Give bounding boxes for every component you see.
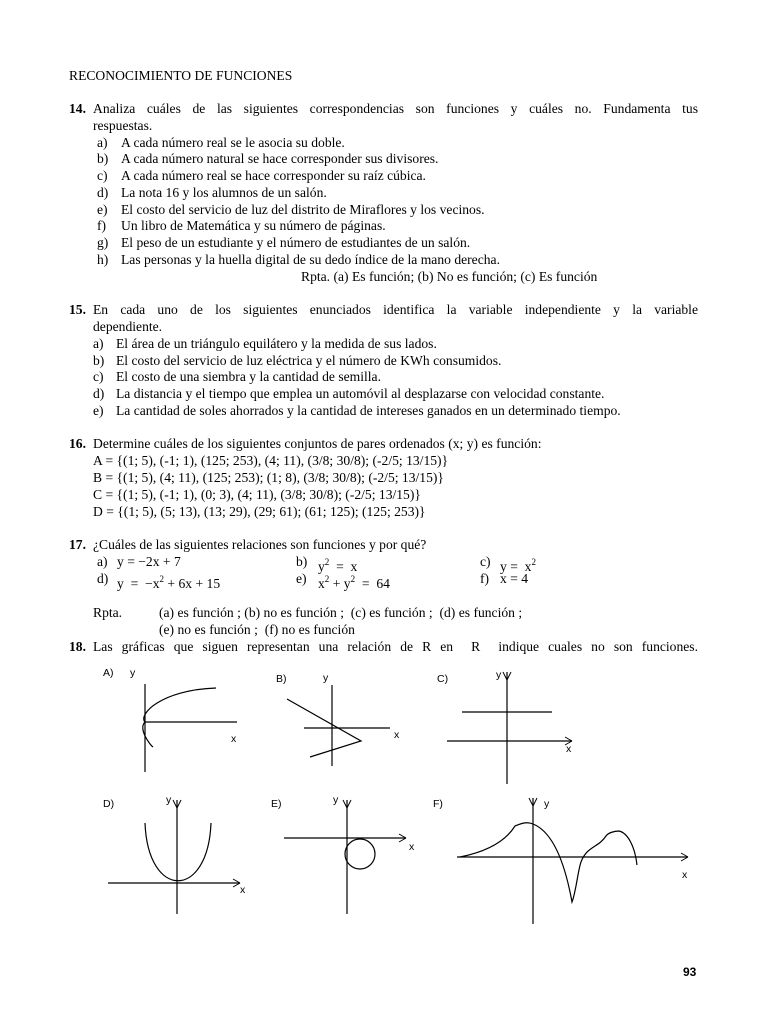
- q14-text-line1: Analiza cuáles de las siguientes correspondencias son funciones y cuáles no. Fundamenta tus: [93, 101, 698, 116]
- q14-item: Un libro de Matemática y su número de páginas.: [121, 218, 386, 233]
- q14-item-label: d): [97, 185, 109, 200]
- q17-item-a: y = −2x + 7: [117, 554, 181, 569]
- page-number: 93: [683, 965, 697, 979]
- q17-item-label: b): [296, 554, 308, 569]
- q17-rpta-line2: (e) no es función ; (f) no es función: [159, 622, 355, 637]
- q15-item: La cantidad de soles ahorrados y la cantidad de intereses ganados en un determinado tiempo.: [116, 403, 621, 418]
- q17-item-label: f): [480, 571, 490, 586]
- graph-d: [100, 790, 260, 920]
- q17-item-label: c): [480, 554, 491, 569]
- q15-text-line2: dependiente.: [93, 319, 163, 334]
- q17-item-label: e): [296, 571, 307, 586]
- q16-text: Determine cuáles de los siguientes conjuntos de pares ordenados (x; y) es función:: [93, 436, 542, 451]
- q17-item-e: $x^2 + y^2 = 64$: [318, 574, 390, 591]
- graph-label: D): [103, 798, 115, 810]
- q17-rpta-line1: (a) es función ; (b) no es función ; (c) es función ; (d) es función ;: [159, 605, 523, 620]
- q15-item-label: a): [93, 336, 104, 351]
- y-axis-label: y: [333, 794, 339, 806]
- arrow-icon: [507, 672, 511, 680]
- curve-circle: [345, 839, 375, 869]
- q17-item-b: $y^2 = x$: [318, 557, 358, 574]
- q17-item-c: $y = x^2$: [500, 557, 536, 574]
- q16-set-d: D = {(1; 5), (5; 13), (13; 29), (29; 61); (61; 125); (125; 253)}: [93, 504, 426, 519]
- arrow-icon: [177, 800, 181, 808]
- graph-label: F): [433, 798, 443, 810]
- q14-item: A cada número natural se hace corresponder sus divisores.: [121, 151, 439, 166]
- x-axis-label: x: [682, 869, 688, 881]
- q14-item-label: b): [97, 151, 109, 166]
- q17-text: ¿Cuáles de las siguientes relaciones son funciones y por qué?: [93, 537, 427, 552]
- q18-text: Las gráficas que siguen representan una relación de R en R indique cuales no son funciones.: [93, 639, 698, 654]
- graph-f: [430, 790, 695, 930]
- x-axis-label: x: [240, 884, 246, 896]
- curve-parabola: [145, 823, 211, 881]
- y-axis-label: y: [166, 794, 172, 806]
- arrow-icon: [347, 800, 351, 808]
- q16-set-b: B = {(1; 5), (4; 11), (125; 253); (1; 8), (3/8; 30/8); (-2/5; 13/15)}: [93, 470, 444, 485]
- x-axis-label: x: [409, 841, 415, 853]
- q15-number: 15.: [69, 302, 86, 317]
- page-title: RECONOCIMIENTO DE FUNCIONES: [69, 68, 293, 83]
- q14-item: A cada número real se le asocia su doble.: [121, 135, 345, 150]
- curve-irregular: [460, 823, 637, 902]
- arrow-icon: [173, 800, 177, 808]
- graph-a: [100, 660, 260, 780]
- q14-item: El peso de un estudiante y el número de estudiantes de un salón.: [121, 235, 471, 250]
- q15-item: El costo de una siembra y la cantidad de semilla.: [116, 369, 381, 384]
- q18-number: 18.: [69, 639, 86, 654]
- q15-item-label: d): [93, 386, 105, 401]
- x-axis-label: x: [231, 733, 237, 745]
- q14-item: La nota 16 y los alumnos de un salón.: [121, 185, 327, 200]
- arrow-icon: [343, 800, 347, 808]
- q14-item-label: g): [97, 235, 109, 250]
- graph-label: C): [437, 673, 449, 685]
- q17-item-label: d): [97, 571, 109, 586]
- q15-item: El costo del servicio de luz eléctrica y el número de KWh consumidos.: [116, 353, 502, 368]
- y-axis-label: y: [130, 667, 136, 679]
- graph-b: [272, 668, 412, 778]
- graph-e: [268, 790, 428, 920]
- q15-item-label: c): [93, 369, 104, 384]
- q15-item-label: e): [93, 403, 104, 418]
- graph-label: B): [276, 673, 287, 685]
- q15-text-line1: En cada uno de los siguientes enunciados identifica la variable independiente y la variable: [93, 302, 698, 317]
- q14-answer: Rpta. (a) Es función; (b) No es función; (c) Es función: [301, 269, 598, 284]
- q17-item-f: x = 4: [500, 571, 529, 586]
- q15-item: La distancia y el tiempo que emplea un automóvil al desplazarse con velocidad constante.: [116, 386, 605, 401]
- q14-item-label: f): [97, 218, 107, 233]
- q17-rpta-label: Rpta.: [93, 605, 123, 620]
- q14-item: El costo del servicio de luz del distrito de Miraflores y los vecinos.: [121, 202, 485, 217]
- q17-item-d: $y = -x^2 + 6x + 15$: [117, 574, 221, 591]
- q14-item-label: a): [97, 135, 108, 150]
- x-axis-label: x: [566, 743, 572, 755]
- q14-item: Las personas y la huella digital de su dedo índice de la mano derecha.: [121, 252, 500, 267]
- q14-item-label: h): [97, 252, 109, 267]
- q15-item: El área de un triángulo equilátero y la medida de sus lados.: [116, 336, 437, 351]
- q14-item-label: e): [97, 202, 108, 217]
- arrow-icon: [503, 672, 507, 680]
- q16-set-a: A = {(1; 5), (-1; 1), (125; 253), (4; 11), (3/8; 30/8); (-2/5; 13/15)}: [93, 453, 449, 468]
- y-axis-label: y: [544, 798, 550, 810]
- q16-number: 16.: [69, 436, 86, 451]
- graph-label: E): [271, 798, 282, 810]
- q16-set-c: C = {(1; 5), (-1; 1), (0; 3), (4; 11), (3/8; 30/8); (-2/5; 13/15)}: [93, 487, 421, 502]
- y-axis-label: y: [323, 672, 329, 684]
- q14-number: 14.: [69, 101, 86, 116]
- graph-label: A): [103, 667, 114, 679]
- x-axis-label: x: [394, 729, 400, 741]
- y-axis-label: y: [496, 669, 502, 681]
- q17-item-label: a): [97, 554, 108, 569]
- graph-c: [435, 664, 585, 788]
- q14-item-label: c): [97, 168, 108, 183]
- curve-parabola-sideways: [143, 688, 216, 747]
- q17-number: 17.: [69, 537, 86, 552]
- q15-item-label: b): [93, 353, 105, 368]
- q14-item: A cada número real se hace corresponder su raíz cúbica.: [121, 168, 426, 183]
- q14-text-line2: respuestas.: [93, 118, 153, 133]
